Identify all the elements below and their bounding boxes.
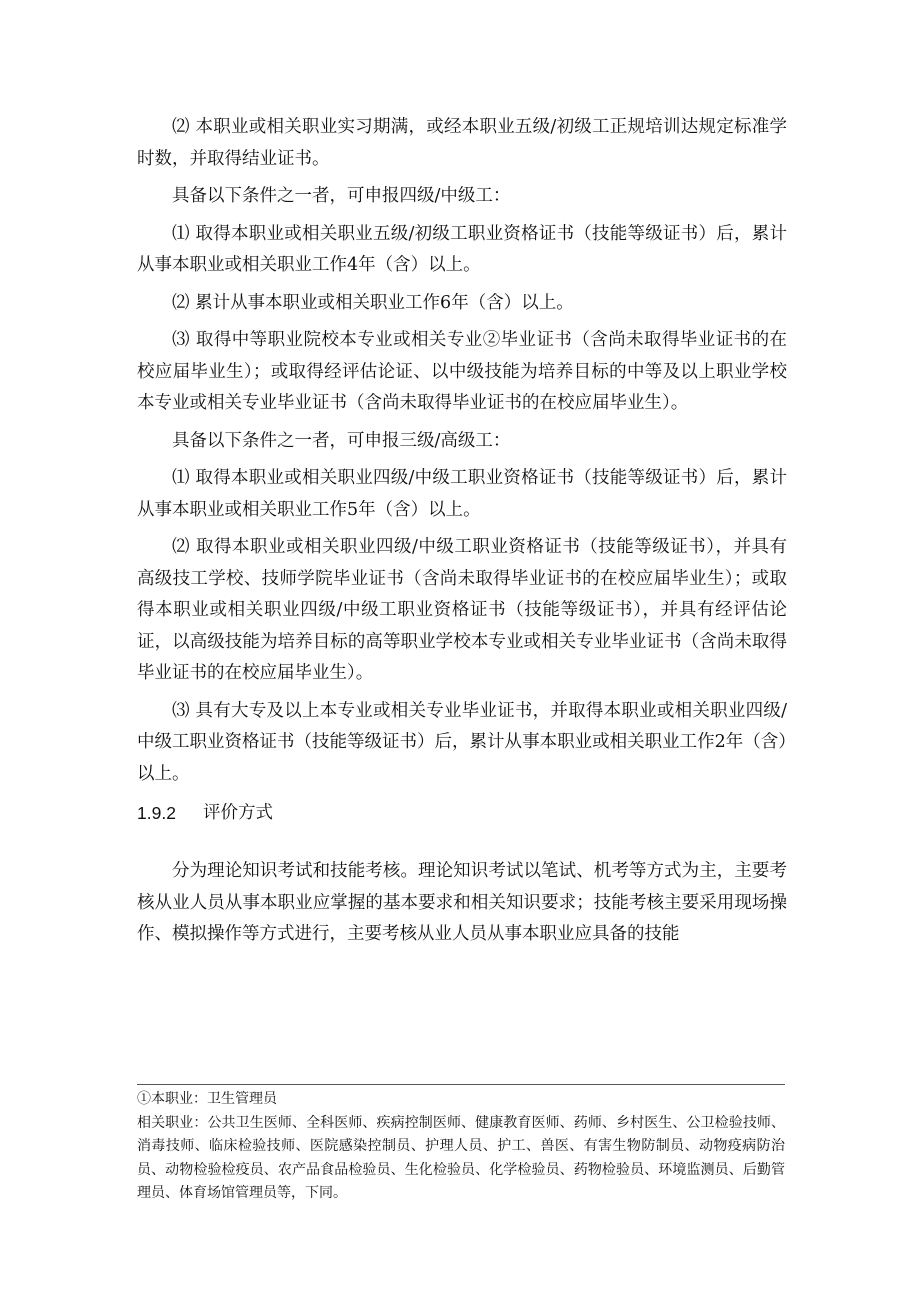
footnote-1: ①本职业：卫生管理员 bbox=[137, 1091, 277, 1107]
footnote-divider bbox=[137, 1084, 785, 1085]
paragraph-intermediate-intro: 具备以下条件之一者，可申报四级/中级工： bbox=[172, 186, 511, 206]
paragraph-advanced-1: ⑴ 取得本职业或相关职业四级/中级工职业资格证书（技能等级证书）后，累计从事本职业或相关职业工作5年（含）以上。 bbox=[137, 468, 787, 520]
paragraph-intermediate-1: ⑴ 取得本职业或相关职业五级/初级工职业资格证书（技能等级证书）后，累计从事本职业或相关职业工作4年（含）以上。 bbox=[137, 223, 787, 275]
paragraph-advanced-2: ⑵ 取得本职业或相关职业四级/中级工职业资格证书（技能等级证书），并具有高级技工学校、技师学院毕业证书（含尚未取得毕业证书的在校应届毕业生）；或取得本职业或相关职业四级/中级工职业资格证书（技能等级证书），并具有经评估论证，以高级技能为培养目标的高等职业学校本专业或相关专业毕业证书（含尚未取得毕业证书的在校应届毕业生）。 bbox=[137, 537, 787, 683]
paragraph-intermediate-3: ⑶ 取得中等职业院校本专业或相关专业②毕业证书（含尚未取得毕业证书的在校应届毕业生）；或取得经评估论证、以中级技能为培养目标的中等及以上职业学校本专业或相关专业毕业证书（含尚未取得毕业证书的在校应届毕业生）。 bbox=[137, 330, 787, 413]
paragraph-advanced-intro: 具备以下条件之一者，可申报三级/高级工： bbox=[172, 430, 511, 451]
footnotes bbox=[137, 1088, 785, 1206]
footnote-related-occupations: 相关职业：公共卫生医师、全科医师、疾病控制医师、健康教育医师、药师、乡村医生、公卫检验技师、消毒技师、临床检验技师、医院感染控制员、护理人员、护工、兽医、有害生物防制员、动物疫病防治员、动物检验检疫员、农产品食品检验员、生化检验员、化学检验员、药物检验员、环境监测员、后勤管理员、体育场馆管理员等，下同。 bbox=[137, 1114, 785, 1201]
paragraph-advanced-3: ⑶ 具有大专及以上本专业或相关专业毕业证书，并取得本职业或相关职业四级/中级工职业资格证书（技能等级证书）后，累计从事本职业或相关职业工作2年（含）以上。 bbox=[137, 700, 787, 784]
paragraph-evaluation-method: 分为理论知识考试和技能考核。理论知识考试以笔试、机考等方式为主，主要考核从业人员从事本职业应掌握的基本要求和相关知识要求；技能考核主要采用现场操作、模拟操作等方式进行，主要考核从业人员从事本职业应具备的技能 bbox=[137, 861, 787, 944]
section-heading bbox=[137, 796, 787, 842]
section-title: 评价方式 bbox=[203, 803, 273, 823]
section-number: 1.9.2 bbox=[137, 803, 176, 823]
body-text bbox=[137, 112, 787, 957]
paragraph-intermediate-2: ⑵ 累计从事本职业或相关职业工作6年（含）以上。 bbox=[172, 292, 574, 313]
paragraph-condition-2: ⑵ 本职业或相关职业实习期满，或经本职业五级/初级工正规培训达规定标准学时数，并取得结业证书。 bbox=[137, 117, 787, 169]
